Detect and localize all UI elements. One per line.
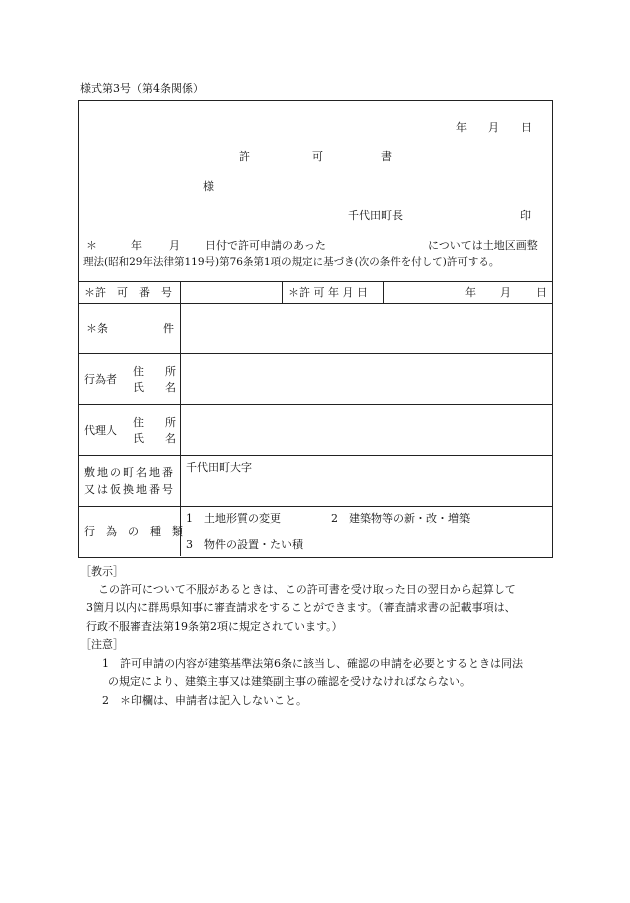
chui-line-3: 2 ＊印欄は、申請者は記入しないこと。	[102, 694, 307, 707]
conditions-label-star: ＊条	[86, 322, 108, 335]
chui-line-1: 1 許可申請の内容が建築基準法第6条に該当し、確認の申請を必要とするときは同法	[102, 657, 523, 670]
permit-date-month: 月	[500, 286, 511, 299]
actor-address-2: 所	[165, 365, 176, 378]
intro-day-phrase: 日付で許可申請のあった	[205, 239, 326, 252]
addressee-suffix: 様	[203, 180, 214, 193]
action-option-1: 1 土地形質の変更	[186, 512, 281, 525]
intro-line-2: 理法(昭和29年法律第119号)第76条第1項の規定に基づき(次の条件を付して)許可する。	[83, 256, 500, 268]
date-month: 月	[488, 121, 499, 134]
title-char-2: 可	[312, 150, 323, 163]
actor-name-2: 名	[165, 381, 176, 394]
intro-star: ＊	[86, 239, 97, 252]
intro-month: 月	[169, 239, 180, 252]
actor-name-1: 氏	[133, 381, 144, 394]
actor-address-1: 住	[133, 365, 144, 378]
intro-year: 年	[131, 239, 142, 252]
permit-number-label: ＊許 可 番 号	[84, 286, 172, 299]
form-reference: 様式第3号（第4条関係）	[80, 82, 204, 95]
agent-name-2: 名	[165, 432, 176, 445]
date-day: 日	[521, 121, 532, 134]
conditions-label-end: 件	[163, 322, 174, 335]
lot-label-line2: 又は仮換地番号	[84, 483, 175, 496]
kyoji-header: ［教示］	[80, 565, 124, 578]
issuer: 千代田町長	[348, 209, 403, 222]
kyoji-line-3: 行政不服審査法第19条第2項に規定されています。）	[86, 620, 343, 633]
action-type-label: 行 為 の 種 類	[84, 525, 183, 538]
lot-label-line1: 敷地の町名地番	[84, 466, 175, 479]
chui-line-2: の規定により、建築主事又は建築副主事の確認を受けなければならない。	[108, 675, 471, 688]
agent-address-2: 所	[165, 416, 176, 429]
title-char-3: 書	[381, 150, 392, 163]
permit-date-day: 日	[536, 286, 547, 299]
intro-about: については土地区画整	[428, 239, 538, 252]
seal-mark: 印	[520, 209, 531, 222]
agent-label: 代理人	[84, 424, 117, 437]
action-option-2: 2 建築物等の新・改・増築	[331, 512, 470, 525]
chui-header: ［注意］	[80, 638, 124, 651]
agent-address-1: 住	[133, 416, 144, 429]
permit-date-label: ＊許 可 年 月 日	[288, 286, 368, 299]
title-char-1: 許	[239, 150, 250, 163]
permit-date-year: 年	[465, 286, 476, 299]
kyoji-line-1: この許可について不服があるときは、この許可書を受け取った日の翌日から起算して	[98, 583, 516, 596]
actor-label: 行為者	[84, 373, 117, 386]
agent-name-1: 氏	[133, 432, 144, 445]
date-year: 年	[456, 121, 467, 134]
action-option-3: 3 物件の設置・たい積	[186, 538, 303, 551]
lot-value: 千代田町大字	[186, 461, 252, 474]
kyoji-line-2: 3箇月以内に群馬県知事に審査請求をすることができます。（審査請求書の記載事項は、	[86, 601, 516, 614]
